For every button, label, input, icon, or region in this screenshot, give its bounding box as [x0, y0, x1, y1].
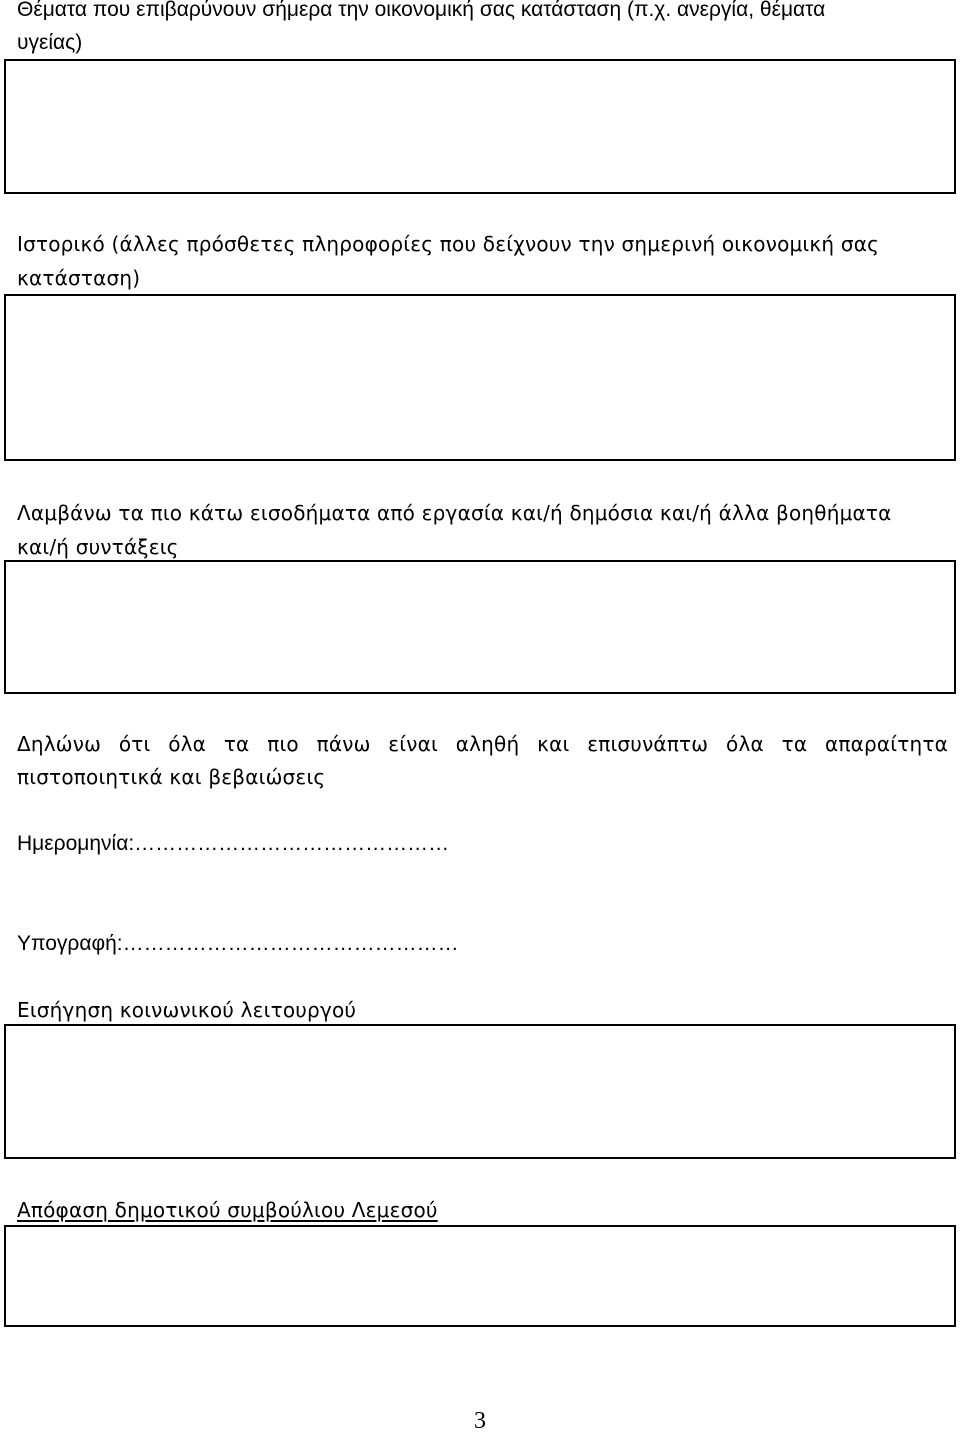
income-label-line1: Λαμβάνω τα πιο κάτω εισοδήματα από εργασία και/ή δημόσια και/ή άλλα βοηθήματα — [17, 501, 892, 525]
income-label-line2: και/ή συντάξεις — [17, 535, 179, 559]
council-decision-label-text: Απόφαση δημοτικού συμβούλιου Λεμεσού — [17, 1198, 438, 1222]
history-label-line2: κατάσταση) — [17, 266, 141, 290]
council-decision-label — [17, 1194, 948, 1227]
date-field[interactable]: Ημερομηνία:……………………………………… — [17, 832, 450, 855]
social-worker-input-box[interactable] — [4, 1024, 956, 1159]
council-decision-input-box[interactable] — [4, 1225, 956, 1327]
economic-issues-label-line1: Θέματα που επιβαρύνουν σήμερα την οικονομική σας κατάσταση (π.χ. ανεργία, θέματα — [17, 0, 826, 21]
economic-issues-label-line2: υγείας) — [17, 31, 83, 54]
economic-issues-input-box[interactable] — [4, 59, 956, 194]
history-input-box[interactable] — [4, 294, 956, 461]
income-input-box[interactable] — [4, 560, 956, 694]
signature-field[interactable]: Υπογραφή:………………………………………… — [17, 932, 459, 955]
history-label-line1: Ιστορικό (άλλες πρόσθετες πληροφορίες που δείχνουν την σημερινή οικονομική σας — [17, 232, 880, 256]
declaration-line1: Δηλώνω ότι όλα τα πιο πάνω είναι αληθή και επισυνάπτω όλα τα απαραίτητα — [17, 732, 948, 756]
page-number: 3 — [474, 1408, 486, 1434]
declaration-line2: πιστοποιητικά και βεβαιώσεις — [17, 765, 326, 789]
social-worker-label: Εισήγηση κοινωνικού λειτουργού — [17, 998, 357, 1022]
